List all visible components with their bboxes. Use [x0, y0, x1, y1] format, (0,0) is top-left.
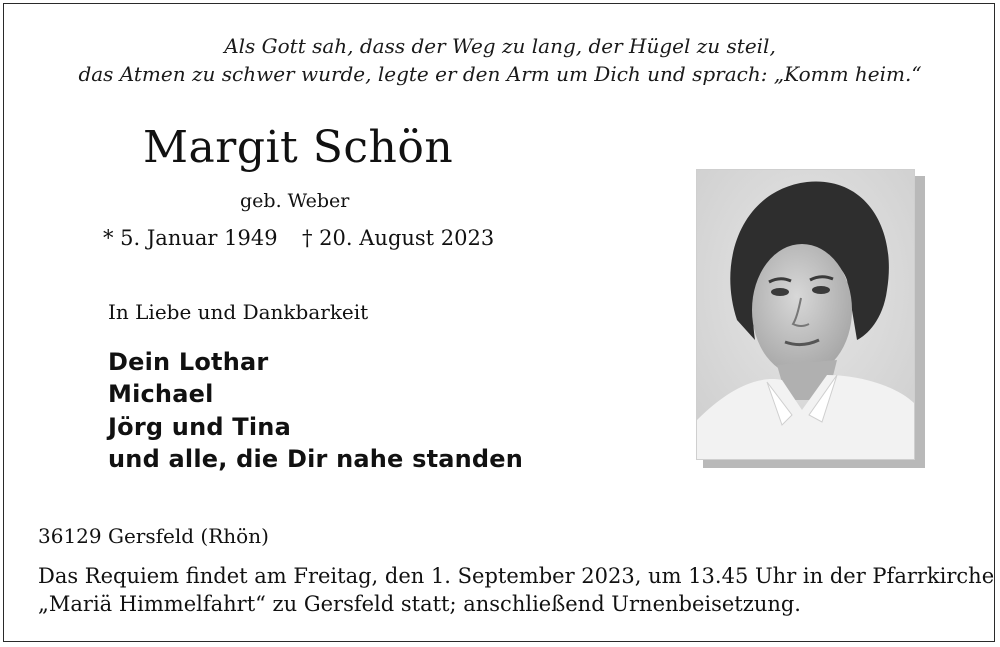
mourners-intro: In Liebe und Dankbarkeit [108, 300, 369, 324]
quote-line-2: das Atmen zu schwer wurde, legte er den Arm um Dich und sprach: „Komm heim.“ [78, 62, 922, 86]
portrait-photo [696, 169, 915, 460]
mourner-line: Jörg und Tina [108, 413, 291, 441]
service-line-2: „Mariä Himmelfahrt“ zu Gersfeld statt; anschließend Urnenbeisetzung. [38, 592, 801, 616]
mourner-line: und alle, die Dir nahe standen [108, 445, 524, 473]
deceased-name: Margit Schön [143, 122, 454, 173]
death-date: † 20. August 2023 [302, 226, 495, 250]
service-line-1: Das Requiem findet am Freitag, den 1. September 2023, um 13.45 Uhr in der Pfarrkirche [38, 564, 995, 588]
location: 36129 Gersfeld (Rhön) [38, 524, 269, 548]
quote-line-1: Als Gott sah, dass der Weg zu lang, der Hügel zu steil, [224, 34, 776, 58]
birth-date: * 5. Januar 1949 [103, 226, 278, 250]
portrait-icon [697, 170, 915, 460]
mourner-line: Dein Lothar [108, 348, 269, 376]
mourner-line: Michael [108, 380, 214, 408]
born-name: geb. Weber [240, 190, 350, 212]
